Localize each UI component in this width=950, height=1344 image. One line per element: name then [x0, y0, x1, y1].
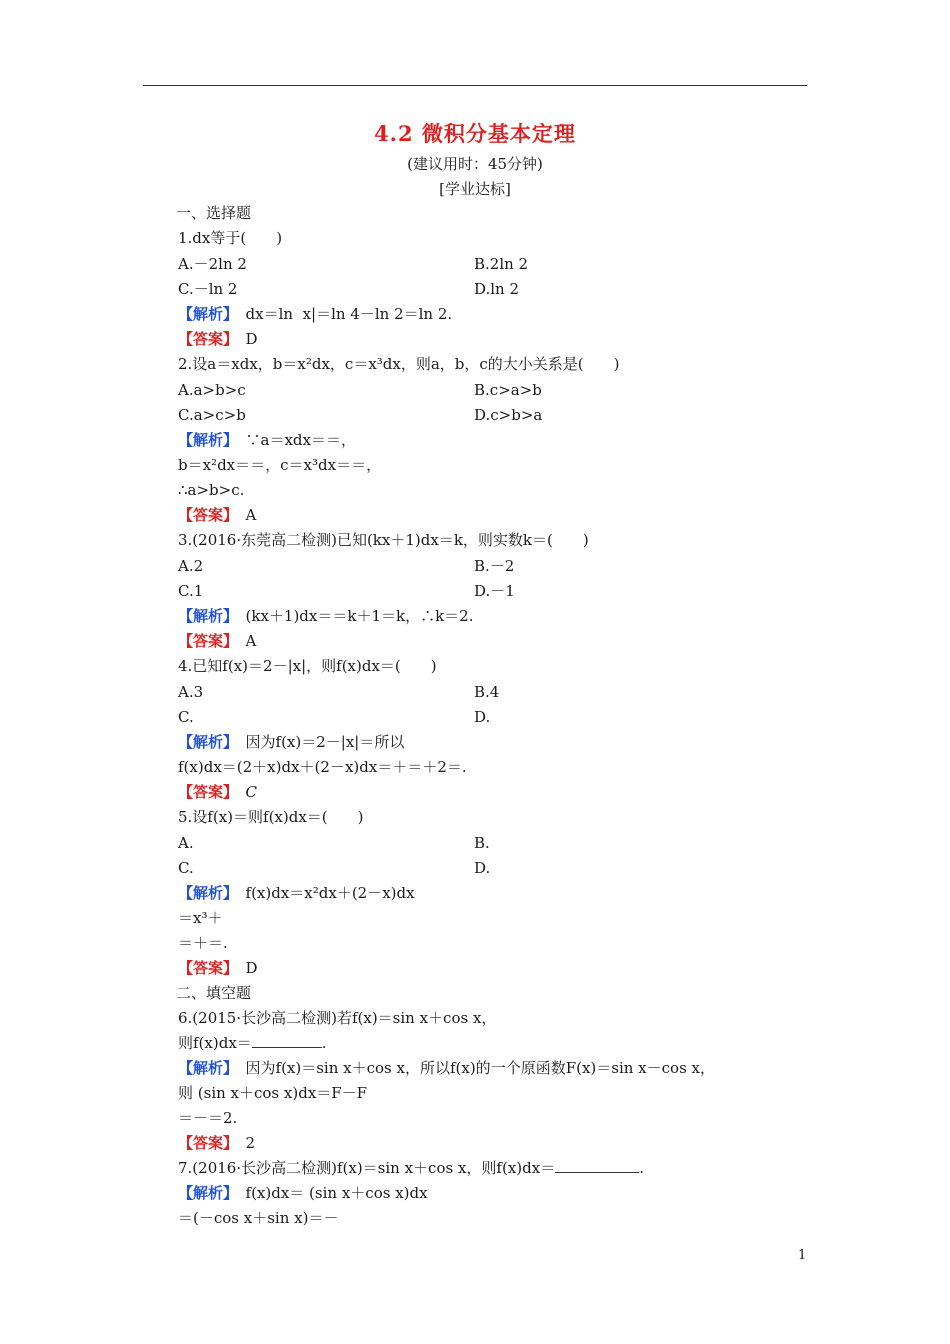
- q1-option-b: B.2ln 2: [474, 255, 529, 273]
- answer-blank[interactable]: [555, 1172, 639, 1173]
- q5-stem: 5.设f(x)＝则f(x)dx＝( ): [178, 808, 364, 826]
- q4-option-a: A.3: [178, 683, 204, 701]
- q6-stem-line2: 则f(x)dx＝ .: [178, 1034, 327, 1052]
- q5-analysis-line3: ＝＋＝.: [178, 934, 228, 952]
- q3-option-b: B.－2: [474, 557, 515, 575]
- q4-answer: 【答案】 C: [178, 783, 257, 801]
- q2-option-a: A.a>b>c: [178, 381, 246, 399]
- q2-option-b: B.c>a>b: [474, 381, 542, 399]
- q4-option-c: C.: [178, 708, 194, 726]
- answer-tag: 【答案】: [178, 783, 231, 801]
- q6-analysis-line3: ＝－＝2.: [178, 1109, 238, 1127]
- q3-option-a: A.2: [178, 557, 204, 575]
- section-choice-heading: 一、选择题: [176, 204, 252, 222]
- page-title: 4.2 微积分基本定理: [374, 121, 576, 146]
- q5-option-b: B.: [474, 834, 490, 852]
- page-number: 1: [798, 1248, 807, 1263]
- q2-stem: 2.设a＝xdx，b＝x²dx，c＝x³dx，则a，b，c的大小关系是( ): [178, 355, 620, 373]
- q1-option-a: A.－2ln 2: [178, 255, 247, 273]
- q7-analysis: 【解析】 f(x)dx＝ (sin x＋cos x)dx: [178, 1184, 428, 1202]
- q3-option-d: D.－1: [474, 582, 515, 600]
- q3-analysis: 【解析】 (kx＋1)dx＝＝k＋1＝k，∴k＝2.: [178, 607, 474, 625]
- q6-stem: 6.(2015·长沙高二检测)若f(x)＝sin x＋cos x，: [178, 1009, 497, 1027]
- q2-analysis-line3: ∴a>b>c.: [178, 481, 245, 499]
- q3-stem: 3.(2016·东莞高二检测)已知(kx＋1)dx＝k，则实数k＝( ): [178, 531, 589, 549]
- q2-analysis: 【解析】 ∵a＝xdx＝＝，: [178, 431, 356, 449]
- q5-answer: 【答案】 D: [178, 959, 258, 977]
- level-label: [学业达标]: [439, 180, 511, 198]
- analysis-tag: 【解析】: [178, 884, 231, 902]
- q1-option-c: C.－ln 2: [178, 280, 238, 298]
- q1-option-d: D.ln 2: [474, 280, 520, 298]
- answer-tag: 【答案】: [178, 506, 231, 524]
- q5-option-c: C.: [178, 859, 194, 877]
- q7-stem: 7.(2016·长沙高二检测)f(x)＝sin x＋cos x，则f(x)dx＝ .: [178, 1159, 644, 1177]
- analysis-tag: 【解析】: [178, 305, 231, 323]
- analysis-tag: 【解析】: [178, 431, 231, 449]
- answer-tag: 【答案】: [178, 1134, 231, 1152]
- q3-option-c: C.1: [178, 582, 204, 600]
- section-fill-heading: 二、填空题: [176, 984, 252, 1002]
- q4-stem: 4.已知f(x)＝2－|x|，则f(x)dx＝( ): [178, 657, 437, 675]
- q5-analysis-line2: ＝x³＋: [178, 909, 223, 927]
- q2-option-d: D.c>b>a: [474, 406, 543, 424]
- q7-analysis-line2: ＝(－cos x＋sin x)＝－: [178, 1209, 339, 1227]
- q4-analysis: 【解析】 因为f(x)＝2－|x|＝所以: [178, 733, 405, 751]
- q5-option-a: A.: [178, 834, 194, 852]
- q6-answer: 【答案】 2: [178, 1134, 256, 1152]
- answer-tag: 【答案】: [178, 959, 231, 977]
- q5-option-d: D.: [474, 859, 491, 877]
- analysis-tag: 【解析】: [178, 607, 231, 625]
- q2-answer: 【答案】 A: [178, 506, 257, 524]
- q6-analysis: 【解析】 因为f(x)＝sin x＋cos x，所以f(x)的一个原函数F(x)＝sin x－cos x，: [178, 1059, 715, 1077]
- q1-stem: 1.dx等于( ): [178, 229, 283, 247]
- analysis-tag: 【解析】: [178, 1059, 231, 1077]
- q6-analysis-line2: 则 (sin x＋cos x)dx＝F－F: [178, 1084, 368, 1102]
- q4-option-d: D.: [474, 708, 491, 726]
- q2-analysis-line2: b＝x²dx＝＝，c＝x³dx＝＝，: [178, 456, 382, 474]
- answer-tag: 【答案】: [178, 632, 231, 650]
- analysis-tag: 【解析】: [178, 1184, 231, 1202]
- q2-option-c: C.a>c>b: [178, 406, 246, 424]
- header-rule: [143, 85, 807, 86]
- q4-option-b: B.4: [474, 683, 500, 701]
- q1-analysis: 【解析】 dx＝ln x|＝ln 4－ln 2＝ln 2.: [178, 305, 453, 323]
- q3-answer: 【答案】 A: [178, 632, 257, 650]
- answer-blank[interactable]: [252, 1047, 322, 1048]
- q4-analysis-line2: f(x)dx＝(2＋x)dx＋(2－x)dx＝＋＝＋2＝.: [178, 758, 467, 776]
- analysis-tag: 【解析】: [178, 733, 231, 751]
- answer-tag: 【答案】: [178, 330, 231, 348]
- q5-analysis: 【解析】 f(x)dx＝x²dx＋(2－x)dx: [178, 884, 415, 902]
- q1-answer: 【答案】 D: [178, 330, 258, 348]
- time-hint: (建议用时：45分钟): [407, 155, 543, 173]
